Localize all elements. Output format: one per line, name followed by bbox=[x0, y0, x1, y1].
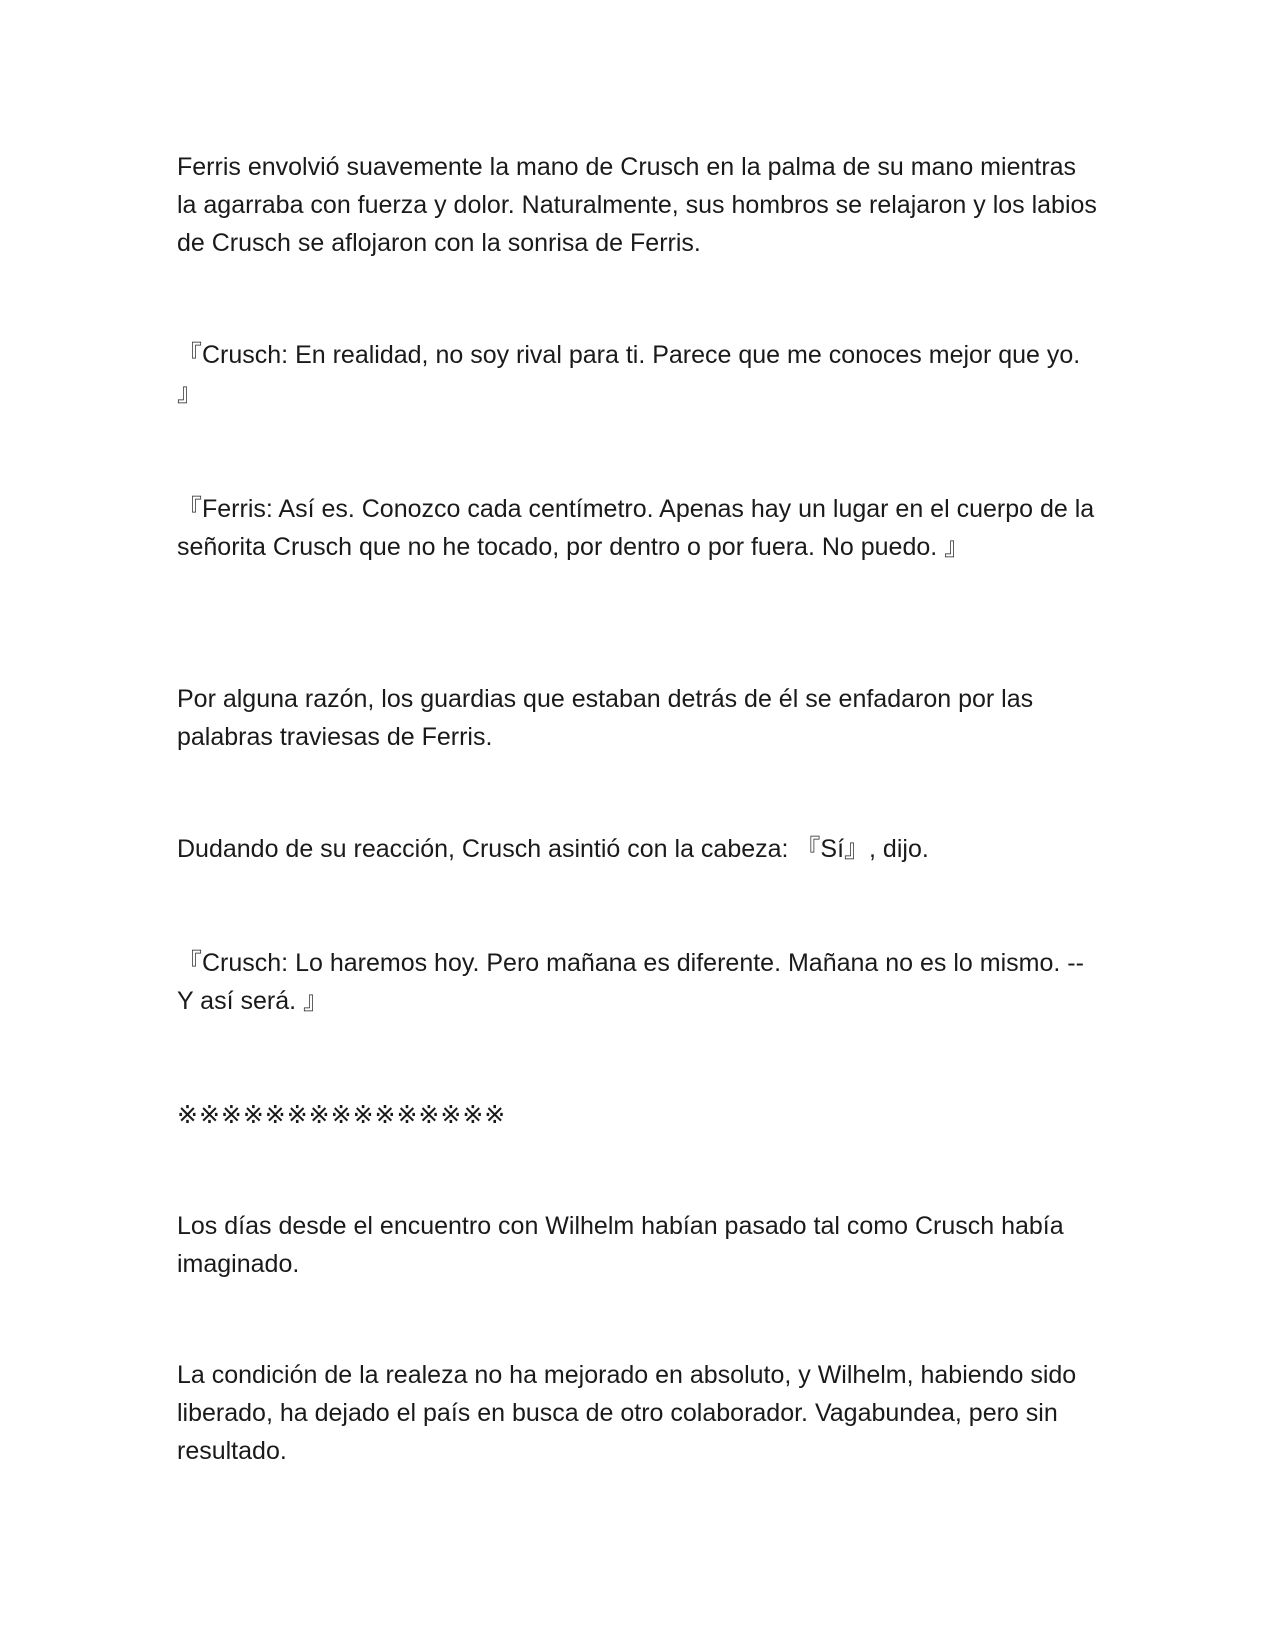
scene-break-divider: ※※※※※※※※※※※※※※※ bbox=[177, 1101, 507, 1129]
paragraph-narration-crusch-nod: Dudando de su reacción, Crusch asintió con la cabeza: 『Sí』, dijo. bbox=[177, 835, 929, 863]
paragraph-narration-guards: Por alguna razón, los guardias que estaban detrás de él se enfadaron por las palabras traviesas de Ferris. bbox=[177, 685, 1034, 751]
dialogue-crusch-tomorrow: 『Crusch: Lo haremos hoy. Pero mañana es diferente. Mañana no es lo mismo. --Y así será. 』 bbox=[177, 949, 1084, 1015]
paragraph-narration-ferris-hand: Ferris envolvió suavemente la mano de Crusch en la palma de su mano mientras la agarraba con fuerza y dolor. Naturalmente, sus hombros se relajaron y los labios de Crusch se aflojaron con la sonrisa de Ferris. bbox=[177, 153, 1097, 257]
paragraph-narration-royalty: La condición de la realeza no ha mejorado en absoluto, y Wilhelm, habiendo sido liberado, ha dejado el país en busca de otro colaborador. Vagabundea, pero sin resultado. bbox=[177, 1361, 1077, 1465]
dialogue-ferris-centimeter: 『Ferris: Así es. Conozco cada centímetro. Apenas hay un lugar en el cuerpo de la señorita Crusch que no he tocado, por dentro o por fuera. No puedo. 』 bbox=[177, 495, 1095, 561]
paragraph-narration-wilhelm-days: Los días desde el encuentro con Wilhelm habían pasado tal como Crusch había imaginado. bbox=[177, 1212, 1064, 1278]
dialogue-crusch-rival: 『Crusch: En realidad, no soy rival para ti. Parece que me conoces mejor que yo. 』 bbox=[177, 341, 1081, 407]
